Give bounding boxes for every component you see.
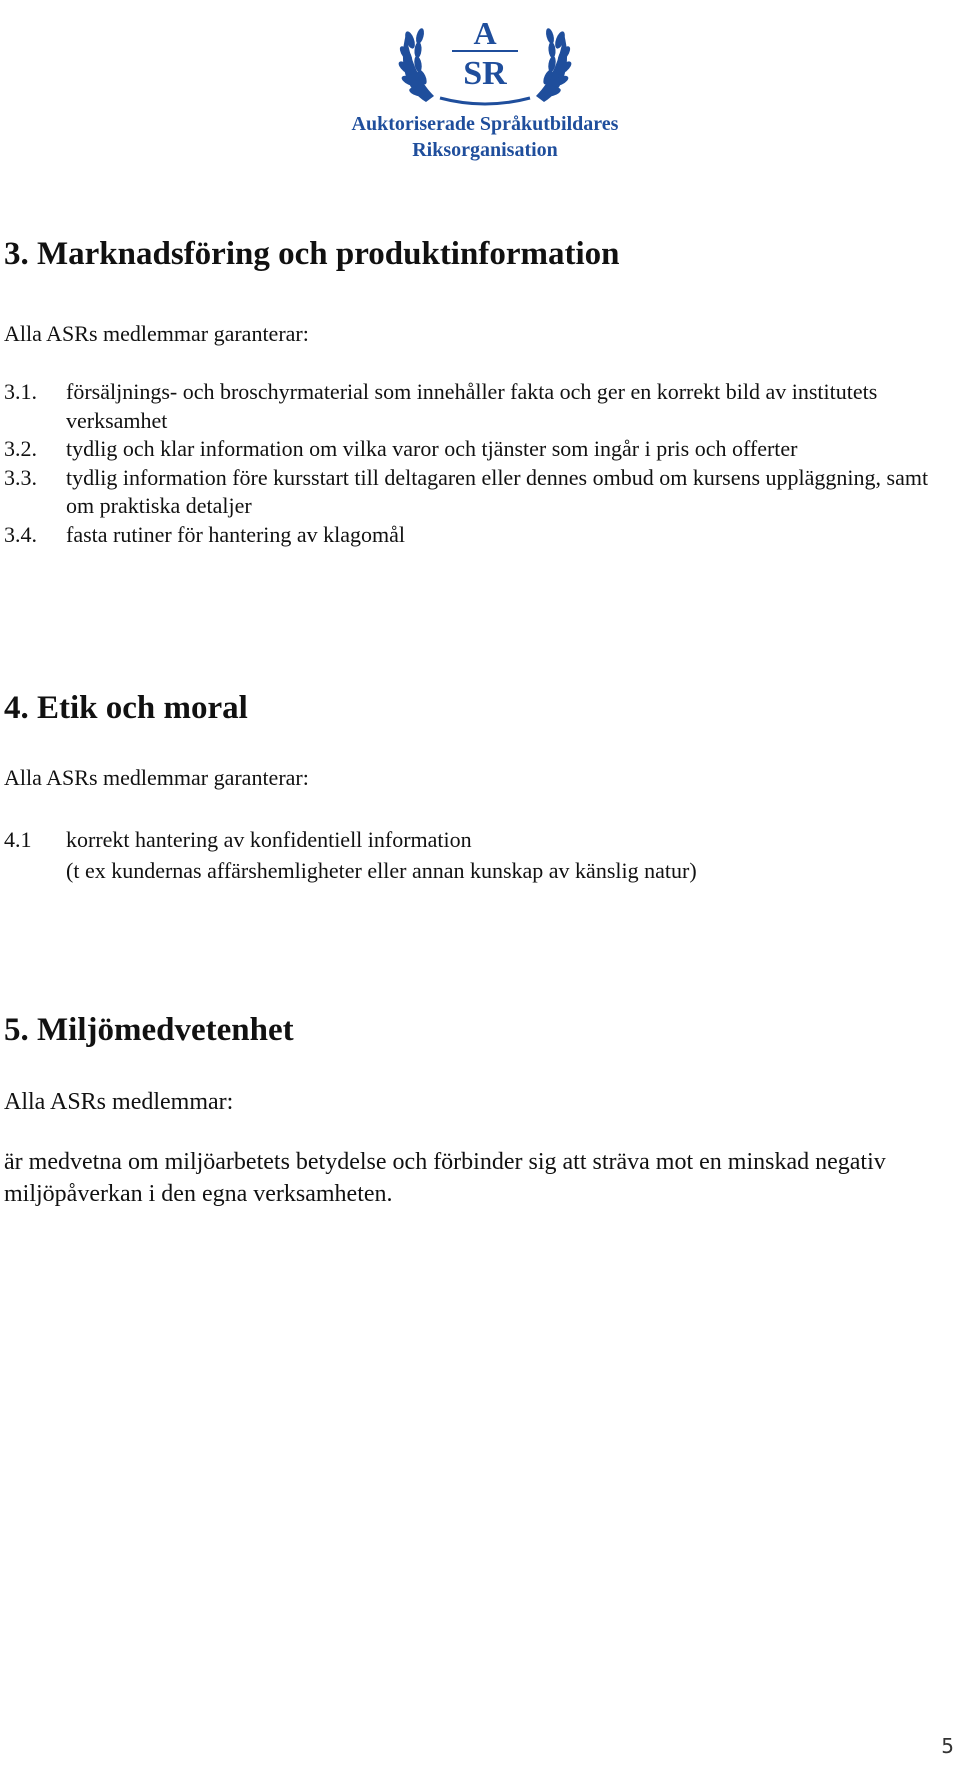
- list-item-text: försäljnings- och broschyrmaterial som innehåller fakta och ger en korrekt bild av institutets verksamhet: [66, 379, 878, 433]
- section-5-intro: Alla ASRs medlemmar:: [4, 1089, 234, 1115]
- section-4-intro: Alla ASRs medlemmar garanterar:: [4, 765, 309, 790]
- list-item-text: tydlig och klar information om vilka varor och tjänster som ingår i pris och offerter: [66, 436, 798, 461]
- list-item-number: 3.3.: [4, 464, 37, 490]
- list-item-number: 3.1.: [4, 379, 37, 404]
- logo-monogram-top: A: [473, 15, 497, 51]
- page-number: 5: [941, 1734, 954, 1758]
- list-item-number: 3.4.: [4, 521, 37, 547]
- list-item-number: 4.1: [4, 827, 32, 852]
- section-3-heading: 3. Marknadsföring och produktinformation: [4, 236, 620, 272]
- section-4-heading: 4. Etik och moral: [4, 690, 248, 726]
- logo-monogram-bottom: SR: [463, 55, 507, 92]
- list-item: [4, 521, 954, 550]
- list-item-note: (t ex kundernas affärshemligheter eller annan kunskap av känslig natur): [66, 858, 697, 883]
- list-item-text: korrekt hantering av konfidentiell information: [66, 827, 472, 852]
- section-5-heading: 5. Miljömedvetenhet: [4, 1012, 294, 1048]
- logo-org-line2: Riksorganisation: [412, 139, 558, 161]
- section-4-list: [4, 824, 954, 886]
- section-5-body: är medvetna om miljöarbetets betydelse och förbinder sig att sträva mot en minskad negativ miljöpåverkan i den egna verksamheten.: [4, 1149, 886, 1207]
- list-item: [4, 464, 954, 521]
- list-item: [4, 378, 954, 435]
- list-item: [4, 435, 954, 464]
- asr-logo: [340, 6, 630, 170]
- section-3-intro: Alla ASRs medlemmar garanterar:: [4, 321, 309, 346]
- logo-org-line1: Auktoriserade Språkutbildares: [351, 113, 619, 135]
- section-3-list: [4, 378, 954, 549]
- asr-emblem-icon: [340, 6, 630, 170]
- list-item: [4, 824, 954, 886]
- list-item-text: fasta rutiner för hantering av klagomål: [66, 521, 406, 547]
- list-item-number: 3.2.: [4, 436, 37, 461]
- list-item-text: tydlig information före kursstart till deltagaren eller dennes ombud om kursens uppläggning, samt om praktiska detaljer: [66, 464, 929, 518]
